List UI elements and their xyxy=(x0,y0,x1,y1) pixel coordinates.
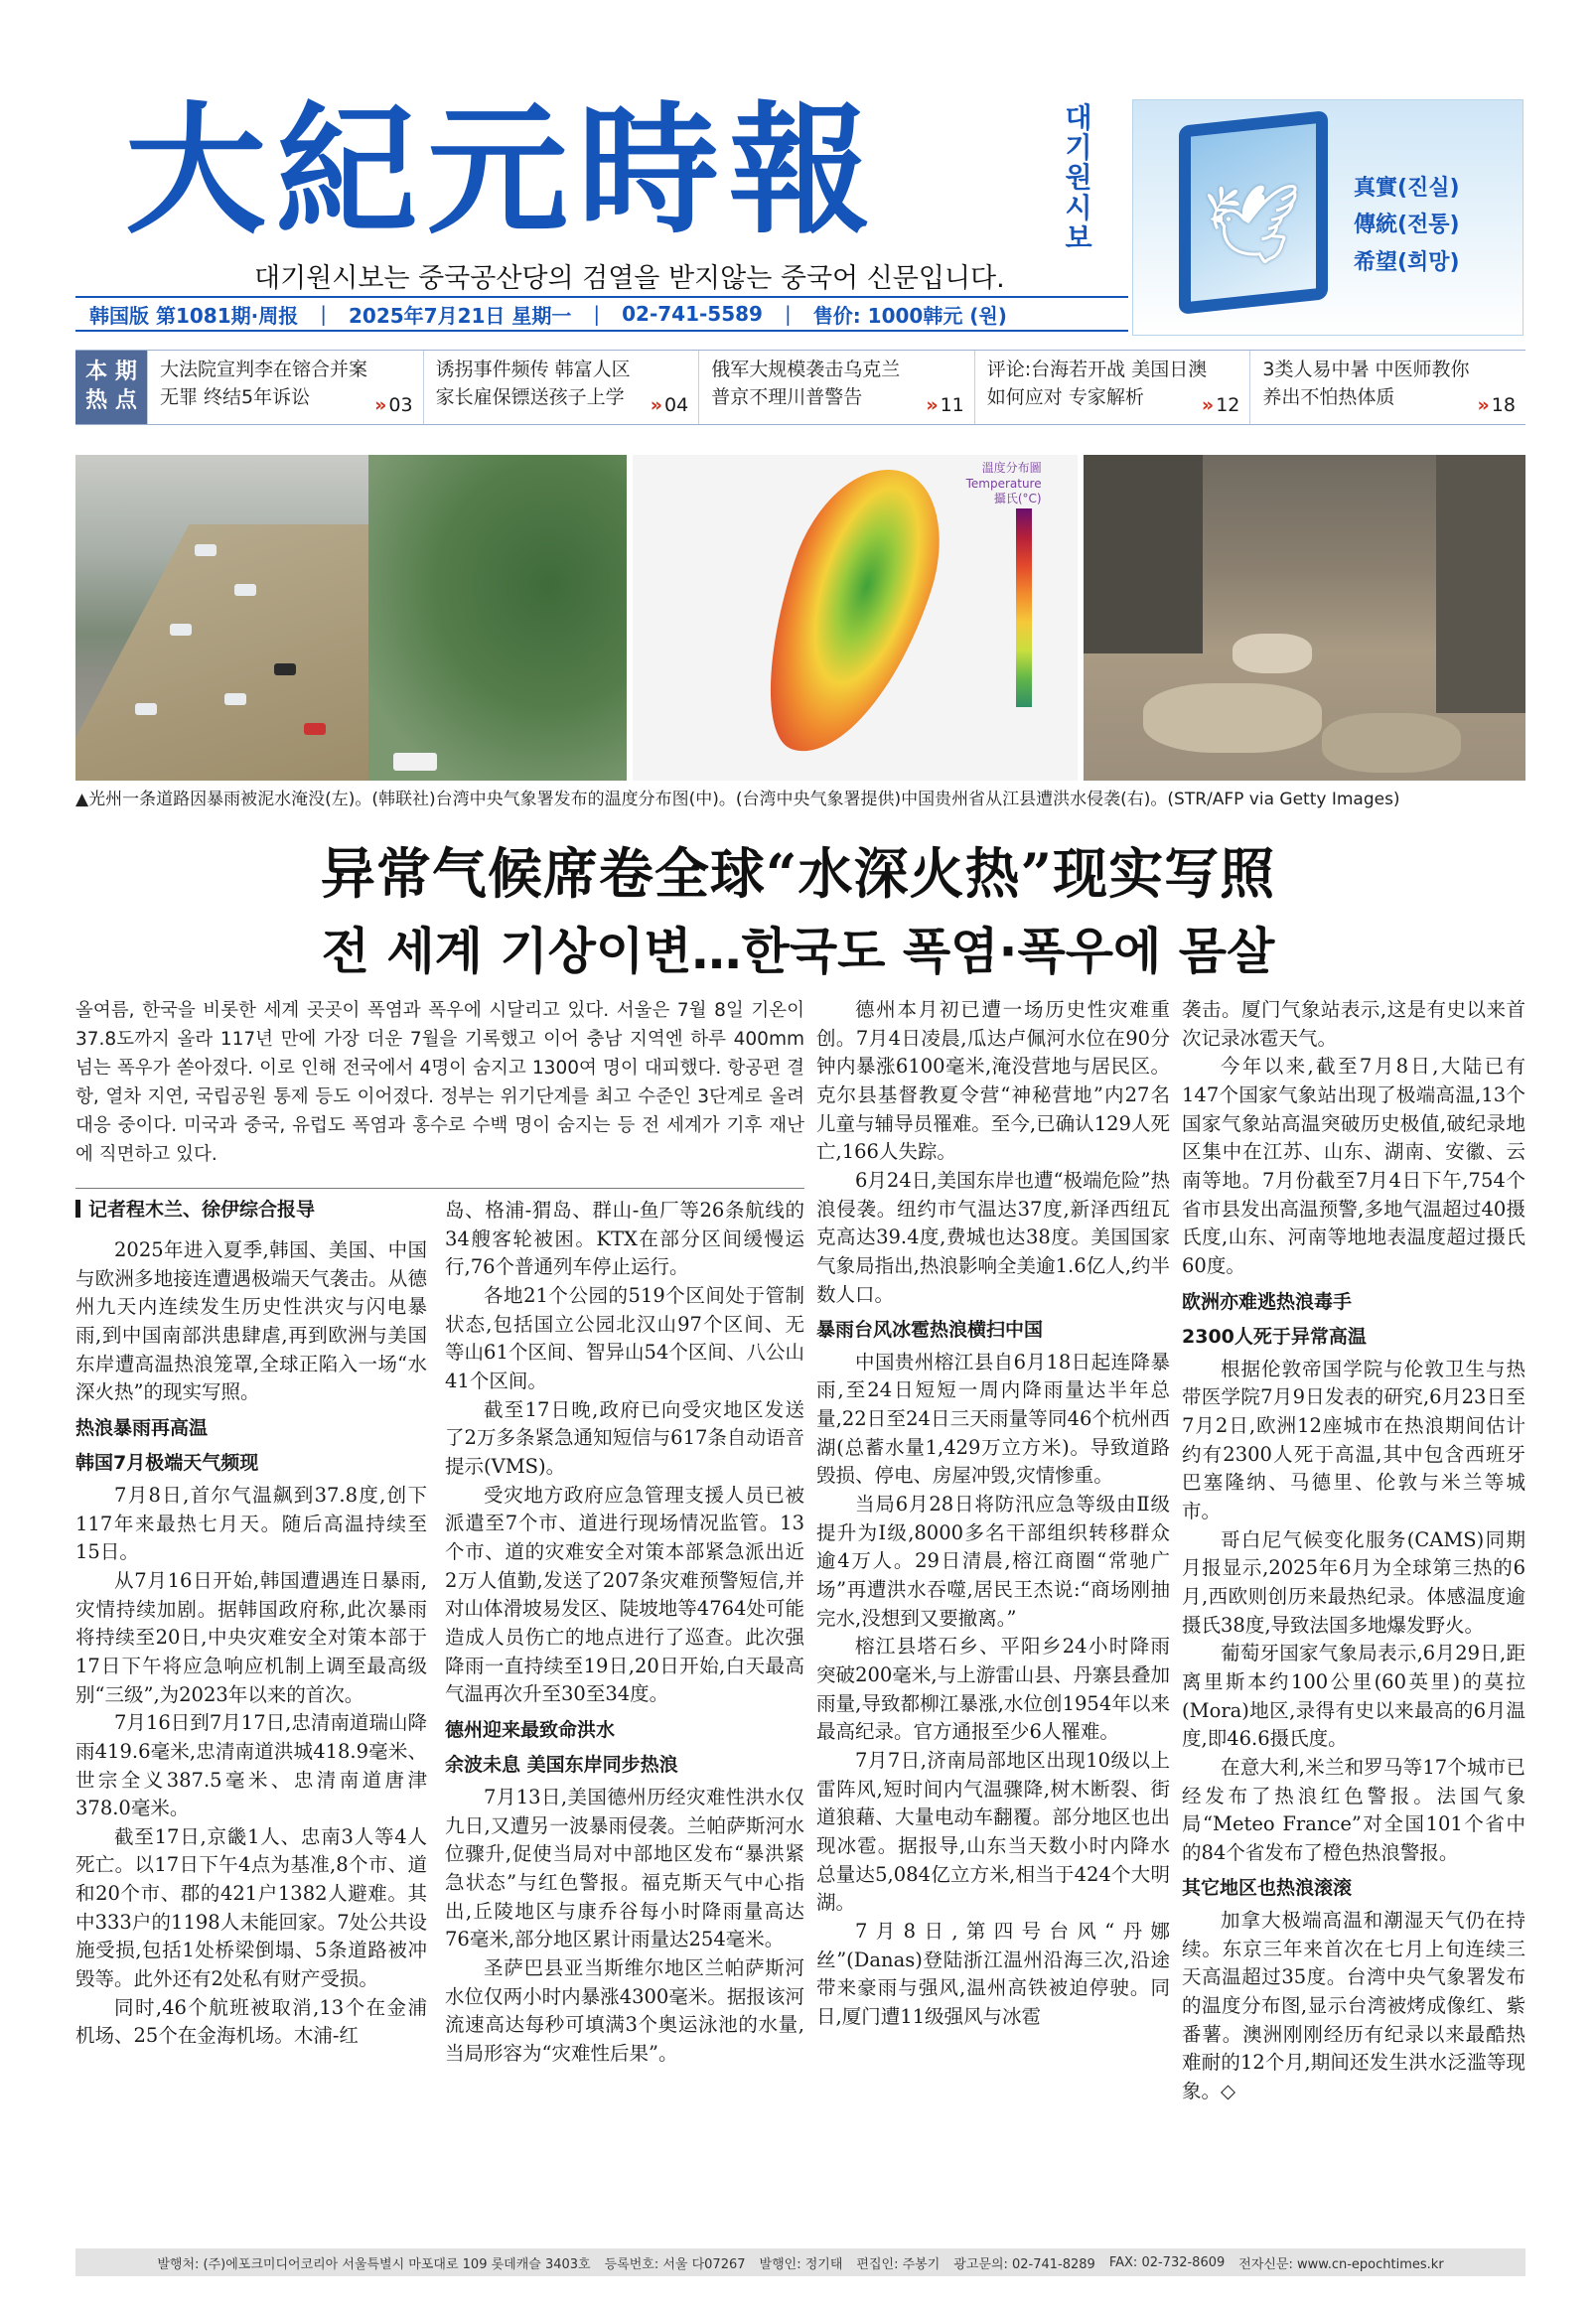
double-chevron-icon: » xyxy=(1477,394,1490,417)
article-paragraph: 同时,46个航班被取消,13个在金浦机场、25个在金海机场。木浦-红 xyxy=(75,1995,427,2048)
separator: | xyxy=(320,302,327,326)
section-subheading: 德州迎来最致命洪水 xyxy=(445,1718,616,1741)
motto-hope: 希望(희망) xyxy=(1354,249,1460,275)
page-reference: » 03 xyxy=(374,394,413,417)
issue-number: 韩国版 第1081期·周报 xyxy=(89,303,299,328)
page-reference: » 12 xyxy=(1201,394,1240,417)
headline-korean: 전 세계 기상이변…한국도 폭염·폭우에 몸살 xyxy=(321,923,1275,980)
section-subheading: 其它地区也热浪滚滚 xyxy=(1182,1877,1353,1900)
page-reference: » 18 xyxy=(1477,394,1516,417)
highlight-item[interactable] xyxy=(147,351,423,424)
section-subheading: 2300人死于异常高温 xyxy=(1182,1326,1367,1349)
article-paragraph: 受灾地方政府应急管理支援人员已被派遣至7个市、道进行现场情况监管。13个市、道的灾难安全对策本部紧急派出近2万人值勤,发送了207条灾难预警短信,并对山体滑坡易发区、陡坡地等4764处可能造成人员伤亡的地点进行了巡查。此次强降雨一直持续至19日,20日开始,白天最高气温再次升至30至34度。 xyxy=(445,1483,804,1706)
article-paragraph: 榕江县塔石乡、平阳乡24小时降雨突破200毫米,与上游雷山县、丹寨县叠加雨量,导致都柳江暴涨,水位创1954年以来最高纪录。官方通报至少6人罹难。 xyxy=(816,1635,1170,1744)
photo-temperature-map xyxy=(633,455,1077,781)
article-paragraph: 岛、格浦-猬岛、群山-鱼厂等26条航线的34艘客轮被困。KTX在部分区间缓慢运行,76个普通列车停止运行。 xyxy=(445,1199,804,1279)
double-chevron-icon: » xyxy=(1201,394,1215,417)
highlight-line: 养出不怕热体质 xyxy=(1262,385,1395,408)
registration: 등록번호: 서울 다07267 xyxy=(604,2256,746,2272)
separator: | xyxy=(784,302,792,326)
highlight-line: 诱拐事件频传 韩富人区 xyxy=(435,359,631,380)
lead-paragraph: 올여름, 한국을 비롯한 세계 곳곳이 폭염과 폭우에 시달리고 있다. 서울은 7월 8일 기온이 37.8도까지 올라 117년 만에 가장 더운 7월을 기록했고 이어 충남 지역엔 하루 400mm 넘는 폭우가 쏟아졌다. 이로 인해 전국에서 4명이 숨지고 1300여 명이 대피했다. 항공편 결항, 열차 지연, 국립공원 통제 등도 이어졌다. 정부는 위기단계를 최고 수준인 3단계로 올려 대응 중이다. 미국과 중국, 유럽도 폭염과 홍수로 수백 명이 숨지는 등 전 세계가 기후 재난에 직면하고 있다. xyxy=(75,1000,805,1166)
hillside-graphic xyxy=(368,455,627,781)
article-paragraph: 圣萨巴县亚当斯维尔地区兰帕萨斯河水位仅两小时内暴涨4300毫米。据报该河流速高达每秒可填满3个奥运泳池的水量,当局形容为“灾难性后果”。 xyxy=(445,1955,804,2065)
divider xyxy=(75,1188,804,1189)
article-column-4 xyxy=(1182,996,1525,2106)
website-link[interactable]: 전자신문: www.cn-epochtimes.kr xyxy=(1238,2256,1444,2272)
highlight-line: 评论:台海若开战 美国日澳 xyxy=(986,359,1208,380)
footer-imprint xyxy=(75,2248,1525,2276)
highlight-line: 3类人易中暑 中医师教你 xyxy=(1262,359,1470,380)
map-legend-title: 溫度分布圖 Temperature 攝氏(°C) xyxy=(965,461,1042,506)
highlight-item[interactable] xyxy=(423,351,699,424)
highlight-item[interactable] xyxy=(1249,351,1525,424)
article-column-2 xyxy=(445,1197,804,2068)
photo-flooded-road xyxy=(75,455,627,781)
article-paragraph: 7月8日,首尔气温飙到37.8度,创下117年来最热七月天。随后高温持续至15日。 xyxy=(75,1483,427,1564)
highlight-line: 俄军大规模袭击乌克兰 xyxy=(711,359,901,380)
article-column-3 xyxy=(816,996,1170,2032)
taiwan-map-graphic xyxy=(739,455,963,775)
highlight-line: 家长雇保镖送孩子上学 xyxy=(435,385,625,408)
double-chevron-icon: » xyxy=(374,394,387,417)
article-paragraph: 7月13日,美国德州历经灾难性洪水仅九日,又遭另一波暴雨侵袭。兰帕萨斯河水位骤升,促使当局对中部地区发布“暴洪紧急状态”与红色警报。福克斯天气中心指出,丘陵地区与康乔谷每小时降雨量高达76毫米,部分地区累计雨量达254毫米。 xyxy=(445,1785,804,1951)
headline-chinese: 异常气候席卷全球“水深火热”现实写照 xyxy=(320,841,1276,906)
highlight-line: 如何应对 专家解析 xyxy=(986,385,1144,408)
price: 售价: 1000韩元 (원) xyxy=(812,303,1007,328)
article-paragraph: 哥白尼气候变化服务(CAMS)同期月报显示,2025年6月为全球第三热的6月,西欧则创历来最热纪录。体感温度逾摄氏38度,导致法国多地爆发野火。 xyxy=(1182,1527,1525,1637)
motto-truth: 真實(진실) xyxy=(1354,176,1460,201)
article-paragraph: 袭击。厦门气象站表示,这是有史以来首次记录冰雹天气。 xyxy=(1182,998,1525,1050)
photo-flooded-street xyxy=(1084,455,1525,781)
page-reference: » 11 xyxy=(926,394,964,417)
byline: 记者程木兰、徐伊综合报导 xyxy=(75,1197,427,1225)
phone-number: 02-741-5589 xyxy=(622,302,763,326)
page-reference: » 04 xyxy=(650,394,689,417)
article-paragraph: 在意大利,米兰和罗马等17个城市已经发布了热浪红色警报。法国气象局“Meteo France”对全国101个省中的84个省发布了橙色热浪警报。 xyxy=(1182,1755,1525,1864)
editor: 편집인: 주봉기 xyxy=(856,2256,941,2272)
article-column-1 xyxy=(75,1197,427,2051)
double-chevron-icon: » xyxy=(926,394,939,417)
dove-icon: 🕊 xyxy=(1203,180,1302,269)
section-subheading: 热浪暴雨再高温 xyxy=(75,1416,209,1439)
fax: FAX: 02-732-8609 xyxy=(1108,2254,1226,2270)
highlight-line: 普京不理川普警告 xyxy=(711,385,863,408)
separator: | xyxy=(593,302,601,326)
motto-tradition: 傳統(전통) xyxy=(1354,213,1460,238)
publisher: 발행처: (주)에포크미디어코리아 서울특별시 마포대로 109 롯데캐슬 3403호 xyxy=(157,2256,591,2272)
article-paragraph: 今年以来,截至7月8日,大陆已有147个国家气象站出现了极端高温,13个国家气象站高温突破历史极值,破纪录地区集中在江苏、山东、湖南、安徽、云南等地。7月份截至7月4日下午,754个省市县发出高温预警,多地气温超过40摄氏度,山东、河南等地地表温度超过摄氏60度。 xyxy=(1182,1055,1525,1277)
article-paragraph: 根据伦敦帝国学院与伦敦卫生与热带医学院7月9日发表的研究,6月23日至7月2日,欧洲12座城市在热浪期间估计约有2300人死于高温,其中包含西班牙巴塞隆纳、马德里、伦敦与米兰等城市。 xyxy=(1182,1357,1525,1522)
motto-list xyxy=(1354,170,1460,281)
highlight-line: 大法院宣判李在镕合并案 xyxy=(160,359,368,380)
article-paragraph: 7月7日,济南局部地区出现10级以上雷阵风,短时间内气温骤降,树木断裂、街道狼藉、大量电动车翻覆。部分地区也出现冰雹。据报导,山东当天数小时内降水总量达5,084亿立方米,相当于424个大明湖。 xyxy=(816,1748,1170,1915)
highlights-label: 本 期 热 点 xyxy=(75,351,147,424)
article-paragraph: 从7月16日开始,韩国遭遇连日暴雨,灾情持续加剧。据韩国政府称,此次暴雨将持续至20日,中央灾难安全对策本部于17日下午将应急响应机制上调至最高级别“三级”,为2023年以来的首次。 xyxy=(75,1568,427,1706)
article-paragraph: 7月8日,第四号台风“丹娜丝”(Danas)登陆浙江温州沿海三次,沿途带来豪雨与强风,温州高铁被迫停驶。同日,厦门遭11级强风与冰雹 xyxy=(816,1919,1170,2028)
issue-date: 2025年7月21日 星期一 xyxy=(348,303,572,328)
article-paragraph: 加拿大极端高温和潮湿天气仍在持续。东京三年来首次在七月上旬连续三天高温超过35度。台湾中央气象署发布的温度分布图,显示台湾被烤成像红、紫番薯。澳洲刚刚经历有纪录以来最酷热难耐的12个月,期间还发生洪水泛滥等现象。◇ xyxy=(1182,1909,1525,2102)
masthead xyxy=(75,89,1525,348)
photo-caption: ▲光州一条道路因暴雨被泥水淹没(左)。(韩联社)台湾中央气象署发布的温度分布图(中)。(台湾中央气象署提供)中国贵州省从江县遭洪水侵袭(右)。(STR/AFP via Getty Images) xyxy=(75,790,1400,809)
article-paragraph: 截至17日,京畿1人、忠南3人等4人死亡。以17日下午4点为基准,8个市、道和20个市、郡的421户1382人避难。其中333户的1198人未能回家。7处公共设施受损,包括1处桥梁倒塌、5条道路被冲毁等。此外还有2处私有财产受损。 xyxy=(75,1824,427,1991)
ad-contact: 광고문의: 02-741-8289 xyxy=(953,2256,1095,2272)
newspaper-logo-korean: 대기원시보 xyxy=(1065,101,1092,254)
newspaper-logo: 大紀元時報 xyxy=(125,89,880,253)
highlight-item[interactable] xyxy=(698,351,974,424)
article-paragraph: 各地21个公园的519个区间处于管制状态,包括国立公园北汉山97个区间、无等山61个区间、智异山54个区间、八公山41个区间。 xyxy=(445,1283,804,1392)
section-subheading: 韩国7月极端天气频现 xyxy=(75,1452,259,1475)
article-paragraph: 德州本月初已遭一场历史性灾难重创。7月4日凌晨,瓜达卢佩河水位在90分钟内暴涨6100毫米,淹没营地与居民区。克尔县基督教夏令营“神秘营地”内27名儿童与辅导员罹难。至今,已确认129人死亡,166人失踪。 xyxy=(816,998,1170,1164)
motto-banner xyxy=(1132,99,1523,336)
photo-strip xyxy=(75,455,1525,781)
section-subheading: 暴雨台风冰雹热浪横扫中国 xyxy=(816,1319,1044,1342)
temperature-color-scale xyxy=(1016,508,1032,707)
section-subheading: 欧洲亦难逃热浪毒手 xyxy=(1182,1290,1353,1313)
article-paragraph: 7月16日到7月17日,忠清南道瑞山降雨419.6毫米,忠清南道洪城418.9毫米、世宗全义387.5毫米、忠清南道唐津378.0毫米。 xyxy=(75,1711,427,1820)
article-paragraph: 6月24日,美国东岸也遭“极端危险”热浪侵袭。纽约市气温达37度,新泽西纽瓦克高达39.4度,费城也达38度。美国国家气象局指出,热浪影响全美逾1.6亿人,约半数人口。 xyxy=(816,1168,1170,1306)
article-paragraph: 当局6月28日将防汛应急等级由Ⅱ级提升为Ⅰ级,8000多名干部组织转移群众逾4万人。29日清晨,榕江商圈“常驰广场”再遭洪水吞噬,居民王杰说:“商场刚抽完水,没想到又要撤离。” xyxy=(816,1493,1170,1630)
issue-info-bar xyxy=(75,296,1128,332)
highlights-bar xyxy=(75,350,1525,425)
article-paragraph: 截至17日晚,政府已向受灾地区发送了2万多条紧急通知短信与617条自动语音提示(VMS)。 xyxy=(445,1397,804,1478)
highlight-item[interactable] xyxy=(974,351,1250,424)
highlight-line: 无罪 终结5年诉讼 xyxy=(160,385,311,408)
article-paragraph: 中国贵州榕江县自6月18日起连降暴雨,至24日短短一周内降雨量达半年总量,22日至24日三天雨量等同46个杭州西湖(总蓄水量1,429万立方米)。导致道路毁损、停电、房屋冲毁,灾情惨重。 xyxy=(816,1350,1170,1488)
tagline: 대기원시보는 중국공산당의 검열을 받지않는 중국어 신문입니다. xyxy=(254,263,1005,294)
double-chevron-icon: » xyxy=(650,394,662,417)
issuer: 발행인: 정기태 xyxy=(759,2256,843,2272)
article-paragraph: 葡萄牙国家气象局表示,6月29日,距离里斯本约100公里(60英里)的莫拉(Mora)地区,录得有史以来最高的6月温度,即46.6摄氏度。 xyxy=(1182,1642,1525,1751)
section-subheading: 余波未息 美国东岸同步热浪 xyxy=(445,1754,678,1777)
article-paragraph: 2025年进入夏季,韩国、美国、中国与欧洲多地接连遭遇极端天气袭击。从德州九天内连续发生历史性洪灾与闪电暴雨,到中国南部洪患肆虐,再到欧洲与美国东岸遭高温热浪笼罩,全球正陷入一场“水深火热”的现实写照。 xyxy=(75,1237,427,1404)
